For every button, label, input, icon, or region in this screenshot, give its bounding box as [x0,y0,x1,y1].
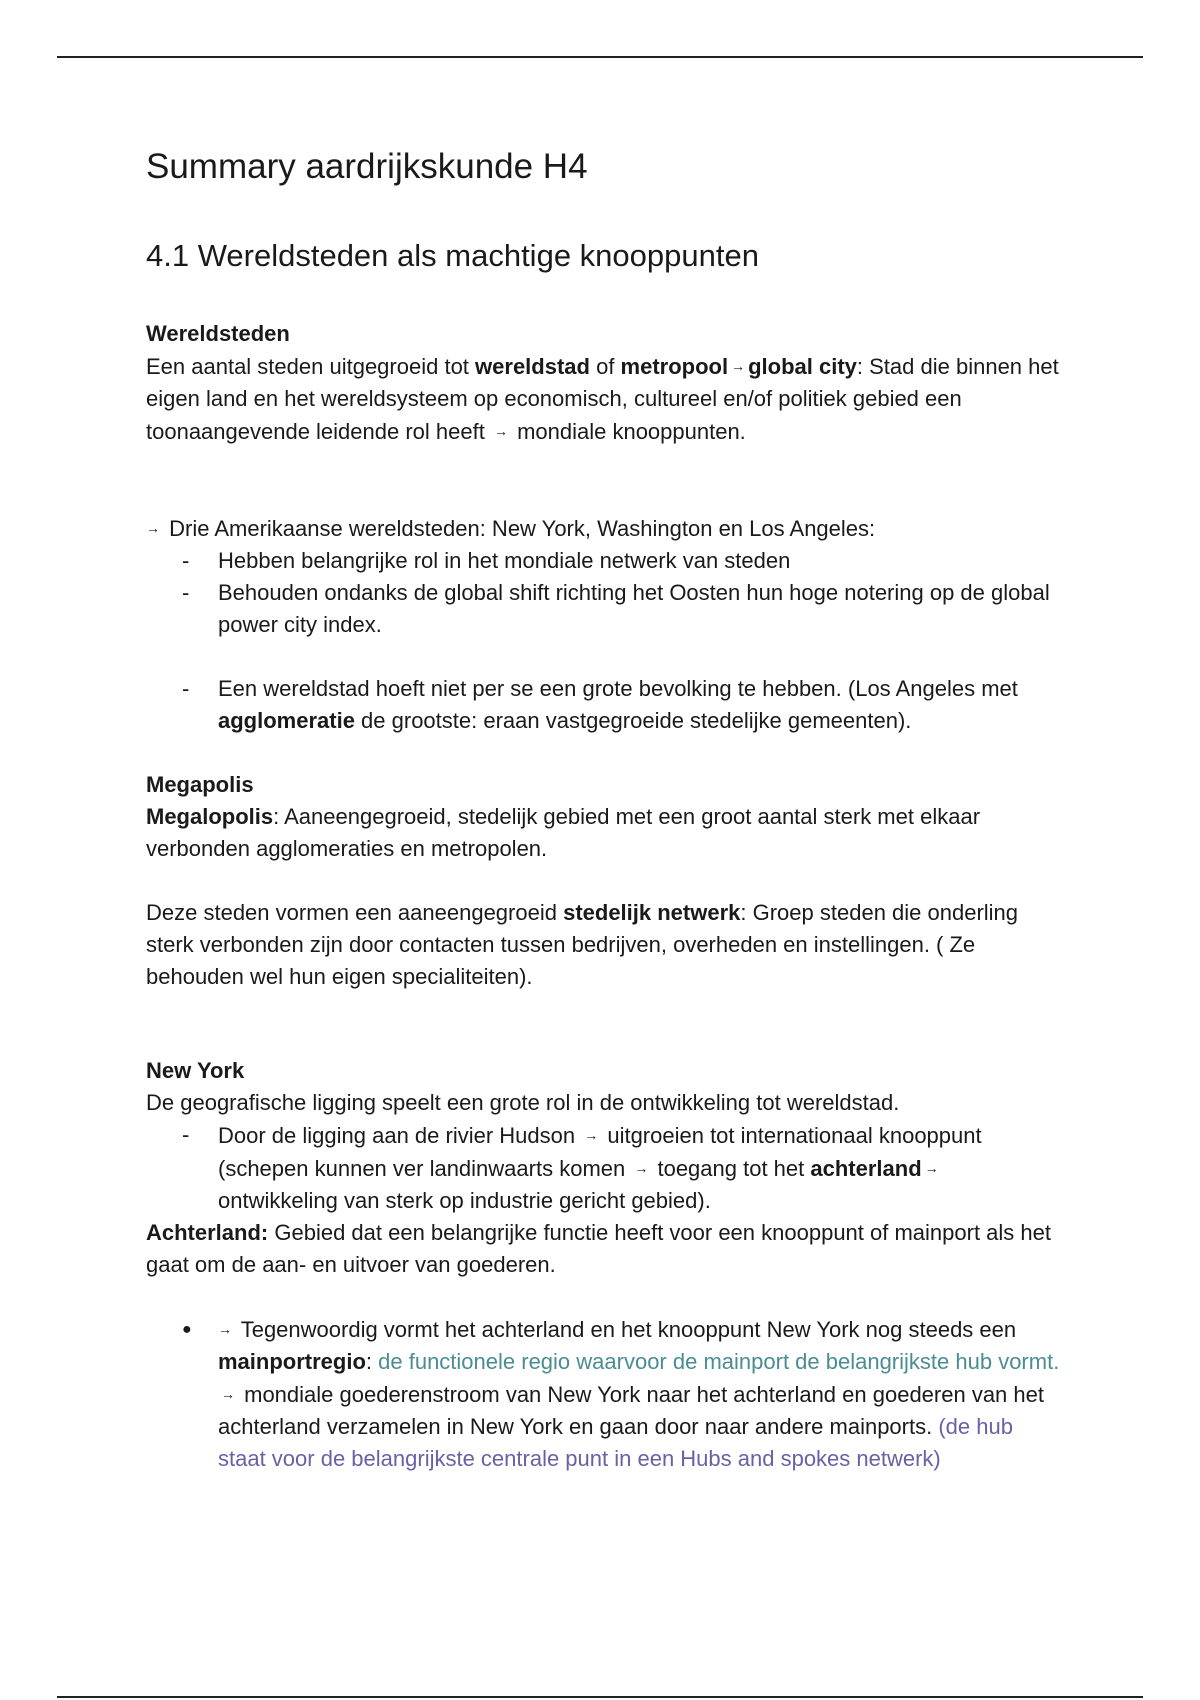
bottom-rule [57,1696,1143,1698]
arrow-icon: → [924,1160,939,1176]
paragraph-achterland [146,1217,1066,1281]
term-achterland-def: Achterland: [146,1220,269,1245]
term-mainportregio: mainportregio [218,1349,366,1374]
text: mondiale knooppunten. [510,419,746,444]
term-megalopolis: Megalopolis [146,804,274,829]
term-stedelijk-netwerk: stedelijk netwerk [563,900,741,925]
list-item [146,1313,1066,1475]
list-item [146,545,1066,577]
section-wereldsteden [146,318,1066,737]
heading-wereldsteden: Wereldsteden [146,321,290,346]
dash-marker: - [182,1122,190,1147]
section-new-york [146,1055,1066,1475]
paragraph-amerikaanse-steden [146,512,1066,545]
paragraph-stedelijk-netwerk [146,897,1066,993]
text: : Stad die binnen het eigen land en het wereldsysteem op economisch, cultureel en/of politiek gebied een toonaangevende leidende rol heeft [146,354,1059,444]
arrow-icon: → [634,1160,649,1176]
arrow-icon: → [146,520,160,536]
text: Tegenwoordig vormt het achterland en het knooppunt New York nog steeds een [235,1317,1017,1342]
term-global-city: global city [748,354,857,379]
list-new-york [146,1119,1066,1217]
paragraph-ligging: De geografische ligging speelt een grote rol in de ontwikkeling tot wereldstad. [146,1090,900,1115]
text: de grootste: eraan vastgegroeide stedelijke gemeenten). [354,708,912,733]
section-megapolis [146,769,1066,993]
text: Deze steden vormen een aaneengegroeid [146,900,564,925]
text: Hebben belangrijke rol in het mondiale netwerk van steden [218,548,791,573]
top-rule [57,56,1143,58]
paragraph-global-city [146,350,1066,448]
text: Gebied dat een belangrijke functie heeft voor een knooppunt of mainport als het gaat om de aan- en uitvoer van goederen. [146,1220,1052,1277]
term-agglomeratie: agglomeratie [218,708,355,733]
text: : Aaneengegroeid, stedelijk gebied met een groot aantal sterk met elkaar verbonden agglomeraties en metropolen. [146,804,981,861]
text: Drie Amerikaanse wereldsteden: New York, Washington en Los Angeles: [163,516,876,541]
list-item [146,673,1066,737]
note-hub: (de hub staat voor de belangrijkste centrale punt in een Hubs and spokes netwerk) [218,1414,1013,1471]
term-wereldstad: wereldstad [475,354,590,379]
text: of [589,354,621,379]
text: Een aantal steden uitgegroeid tot [146,354,476,379]
text: mondiale goederenstroom van New York naar het achterland en goederen van het achterland verzamelen in New York en gaan door naar andere mainports. [218,1382,1044,1439]
list-item [146,1119,1066,1217]
section-title: 4.1 Wereldsteden als machtige knooppunten [146,238,759,273]
definition-mainportregio: de functionele regio waarvoor de mainport de belangrijkste hub vormt. [378,1349,1060,1374]
text: toegang tot het [651,1156,811,1181]
dash-marker: - [182,580,190,605]
arrow-icon: → [218,1321,232,1337]
text: Door de ligging aan de rivier Hudson [218,1123,582,1148]
document-body [146,140,1066,1475]
arrow-icon: → [221,1386,235,1402]
heading-megapolis: Megapolis [146,772,254,797]
dash-marker: - [182,548,190,573]
text: : Groep steden die onderling sterk verbonden zijn door contacten tussen bedrijven, overheden en instellingen. ( Ze behouden wel hun eigen specialiteiten). [146,900,1019,989]
arrow-icon: → [493,423,508,439]
text: Een wereldstad hoeft niet per se een grote bevolking te hebben. (Los Angeles met [218,676,1018,701]
text: ontwikkeling van sterk op industrie gericht gebied). [218,1188,711,1213]
arrow-icon: → [731,358,746,374]
term-achterland: achterland [810,1156,922,1181]
list-amerikaanse-steden [146,545,1066,737]
dash-marker: - [182,676,190,701]
text: Behouden ondanks de global shift richting het Oosten hun hoge notering op de global power city index. [218,580,1050,637]
bullet-marker: ● [182,1321,192,1338]
heading-new-york: New York [146,1058,245,1083]
text: uitgroeien tot internationaal knooppunt (schepen kunnen ver landinwaarts komen [218,1123,982,1181]
page-title: Summary aardrijkskunde H4 [146,147,588,186]
list-item [146,577,1066,641]
arrow-icon: → [584,1127,599,1143]
list-mainportregio [146,1313,1066,1475]
term-metropool: metropool [620,354,729,379]
paragraph-megalopolis [146,801,1066,865]
text: : [365,1349,379,1374]
